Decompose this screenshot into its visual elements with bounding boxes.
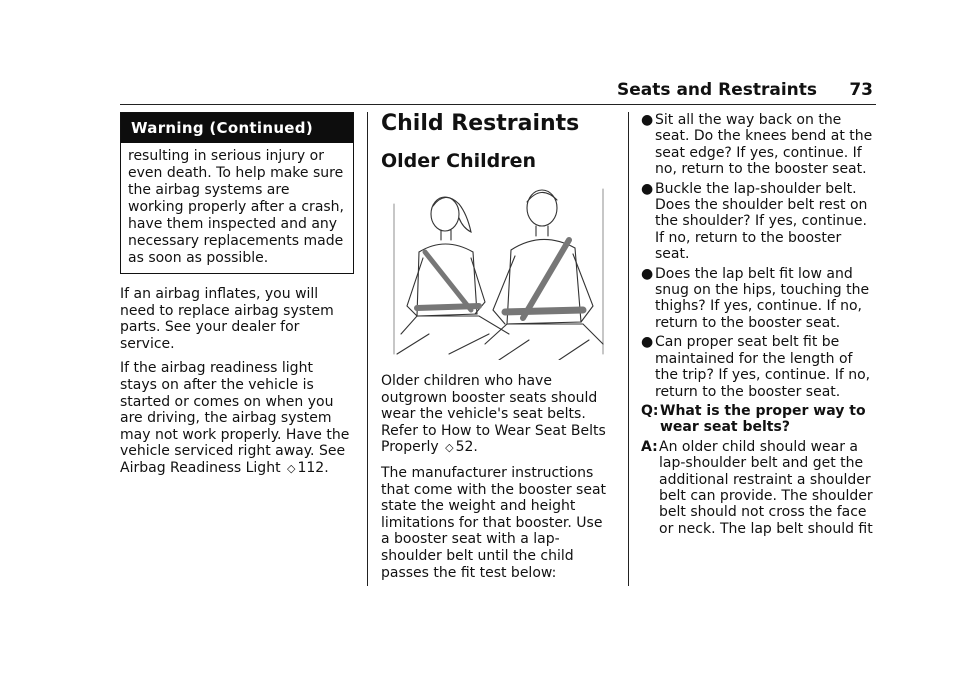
answer-label: A: xyxy=(641,438,658,455)
page-ref-link[interactable]: 112. xyxy=(297,459,329,476)
paragraph-manufacturer-instructions: The manufacturer instructions that come with the booster seat state the weight and height limitations for that booster. Use a booster seat with a lap-shoulder belt until the child passes the fit test below: xyxy=(381,464,607,581)
column-2 xyxy=(381,112,614,581)
illustration-svg xyxy=(389,184,608,360)
answer xyxy=(641,439,876,537)
paragraph-readiness-light xyxy=(120,360,354,477)
column-divider-2 xyxy=(628,112,629,586)
children-seatbelt-illustration xyxy=(389,184,608,360)
bullet-icon: ● xyxy=(641,265,654,282)
running-header xyxy=(372,80,873,104)
warning-title: Warning (Continued) xyxy=(121,113,353,143)
subsection-title: Older Children xyxy=(381,150,537,172)
page-number: 73 xyxy=(849,80,873,100)
page-ref-link[interactable]: 52. xyxy=(455,439,478,456)
list-item: ● Buckle the lap-shoulder belt. Does the shoulder belt rest on the shoulder? If yes, continue. If no, return to the booster seat. xyxy=(641,180,868,263)
section-title: Child Restraints xyxy=(381,111,580,136)
header-divider xyxy=(120,104,876,105)
paragraph-readiness-text: If the airbag readiness light stays on after the vehicle is started or comes on when you are driving, the airbag system may not work properly. Have the vehicle serviced right away. See Airbag Readiness Light xyxy=(120,360,350,476)
warning-body: resulting in serious injury or even death. To help make sure the airbag systems are working properly after a crash, have them inspected and any necessary replacements made as soon as possible. xyxy=(128,148,345,266)
paragraph-older-children xyxy=(381,373,614,457)
fit-test-list xyxy=(641,112,876,400)
list-item: ● Can proper seat belt fit be maintained for the length of the trip? If yes, continue. If no, return to the booster seat. xyxy=(641,334,871,400)
warning-box xyxy=(120,112,354,274)
paragraph-older-children-text: Older children who have outgrown booster seats should wear the vehicle's seat belts. Refer to How to Wear Seat Belts Properly xyxy=(381,373,606,456)
page-ref-icon: ◇ xyxy=(445,441,454,455)
list-item: ● Sit all the way back on the seat. Do the knees bend at the seat edge? If yes, continue. If no, return to the booster seat. xyxy=(641,112,873,178)
answer-text: An older child should wear a lap-shoulder belt and get the additional restraint a shoulder belt can provide. The shoulder belt should not cross the face or neck. The lap belt should fit xyxy=(659,438,873,537)
list-item: ● Does the lap belt fit low and snug on the hips, touching the thighs? If yes, continue. If no, return to the booster seat. xyxy=(641,265,870,331)
column-1 xyxy=(120,112,354,478)
paragraph-airbag-inflates: If an airbag inflates, you will need to replace airbag system parts. See your dealer for service. xyxy=(120,286,334,352)
question-label: Q: xyxy=(641,402,659,419)
chapter-title: Seats and Restraints xyxy=(617,80,817,100)
question-text: What is the proper way to wear seat belts? xyxy=(660,402,866,436)
bullet-icon: ● xyxy=(641,112,654,128)
question xyxy=(641,403,876,436)
bullet-icon: ● xyxy=(641,180,654,197)
column-3 xyxy=(641,112,876,537)
column-divider-1 xyxy=(367,112,368,586)
bullet-icon: ● xyxy=(641,334,654,351)
page-ref-icon: ◇ xyxy=(287,461,296,475)
